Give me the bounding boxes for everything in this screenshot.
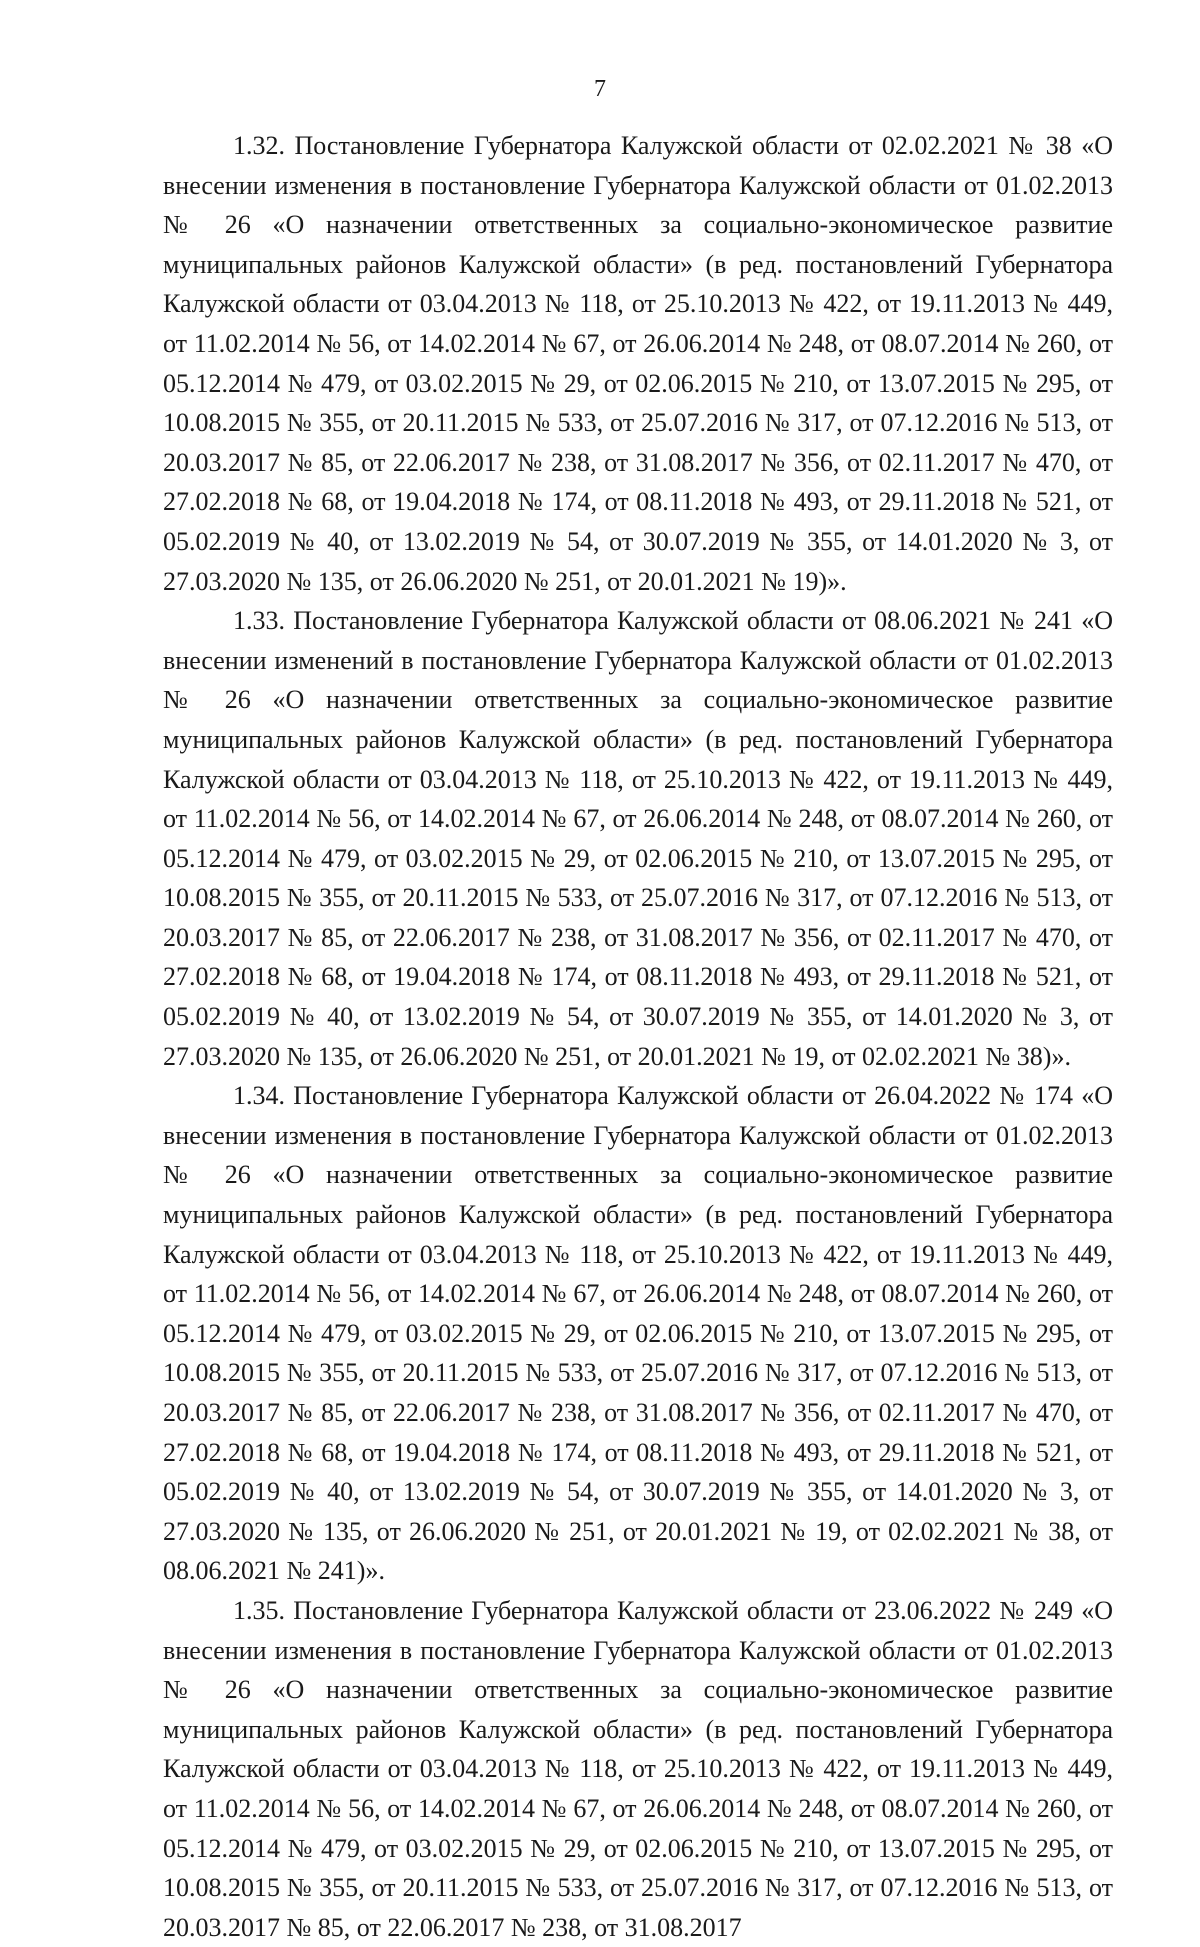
page-number: 7 <box>594 76 606 102</box>
paragraph-1-34: 1.34. Постановление Губернатора Калужской области от 26.04.2022 № 174 «О внесении изменения в постановление Губернатора Калужской области от 01.02.2013 № 26 «О назначении ответственных за социально-экономическое развитие муниципальных районов Калужской области» (в ред. постановлений Губернатора Калужской области от 03.04.2013 № 118, от 25.10.2013 № 422, от 19.11.2013 № 449, от 11.02.2014 № 56, от 14.02.2014 № 67, от 26.06.2014 № 248, от 08.07.2014 № 260, от 05.12.2014 № 479, от 03.02.2015 № 29, от 02.06.2015 № 210, от 13.07.2015 № 295, от 10.08.2015 № 355, от 20.11.2015 № 533, от 25.07.2016 № 317, от 07.12.2016 № 513, от 20.03.2017 № 85, от 22.06.2017 № 238, от 31.08.2017 № 356, от 02.11.2017 № 470, от 27.02.2018 № 68, от 19.04.2018 № 174, от 08.11.2018 № 493, от 29.11.2018 № 521, от 05.02.2019 № 40, от 13.02.2019 № 54, от 30.07.2019 № 355, от 14.01.2020 № 3, от 27.03.2020 № 135, от 26.06.2020 № 251, от 20.01.2021 № 19, от 02.02.2021 № 38, от 08.06.2021 № 241)». <box>163 1081 1113 1586</box>
paragraph-1-32: 1.32. Постановление Губернатора Калужской области от 02.02.2021 № 38 «О внесении изменения в постановление Губернатора Калужской области от 01.02.2013 № 26 «О назначении ответственных за социально-экономическое развитие муниципальных районов Калужской области» (в ред. постановлений Губернатора Калужской области от 03.04.2013 № 118, от 25.10.2013 № 422, от 19.11.2013 № 449, от 11.02.2014 № 56, от 14.02.2014 № 67, от 26.06.2014 № 248, от 08.07.2014 № 260, от 05.12.2014 № 479, от 03.02.2015 № 29, от 02.06.2015 № 210, от 13.07.2015 № 295, от 10.08.2015 № 355, от 20.11.2015 № 533, от 25.07.2016 № 317, от 07.12.2016 № 513, от 20.03.2017 № 85, от 22.06.2017 № 238, от 31.08.2017 № 356, от 02.11.2017 № 470, от 27.02.2018 № 68, от 19.04.2018 № 174, от 08.11.2018 № 493, от 29.11.2018 № 521, от 05.02.2019 № 40, от 13.02.2019 № 54, от 30.07.2019 № 355, от 14.01.2020 № 3, от 27.03.2020 № 135, от 26.06.2020 № 251, от 20.01.2021 № 19)». <box>163 131 1113 596</box>
paragraph-1-35: 1.35. Постановление Губернатора Калужской области от 23.06.2022 № 249 «О внесении изменения в постановление Губернатора Калужской области от 01.02.2013 № 26 «О назначении ответственных за социально-экономическое развитие муниципальных районов Калужской области» (в ред. постановлений Губернатора Калужской области от 03.04.2013 № 118, от 25.10.2013 № 422, от 19.11.2013 № 449, от 11.02.2014 № 56, от 14.02.2014 № 67, от 26.06.2014 № 248, от 08.07.2014 № 260, от 05.12.2014 № 479, от 03.02.2015 № 29, от 02.06.2015 № 210, от 13.07.2015 № 295, от 10.08.2015 № 355, от 20.11.2015 № 533, от 25.07.2016 № 317, от 07.12.2016 № 513, от 20.03.2017 № 85, от 22.06.2017 № 238, от 31.08.2017 <box>163 1595 1113 1942</box>
document-body <box>163 126 1113 1947</box>
paragraph-1-33: 1.33. Постановление Губернатора Калужской области от 08.06.2021 № 241 «О внесении изменений в постановление Губернатора Калужской области от 01.02.2013 № 26 «О назначении ответственных за социально-экономическое развитие муниципальных районов Калужской области» (в ред. постановлений Губернатора Калужской области от 03.04.2013 № 118, от 25.10.2013 № 422, от 19.11.2013 № 449, от 11.02.2014 № 56, от 14.02.2014 № 67, от 26.06.2014 № 248, от 08.07.2014 № 260, от 05.12.2014 № 479, от 03.02.2015 № 29, от 02.06.2015 № 210, от 13.07.2015 № 295, от 10.08.2015 № 355, от 20.11.2015 № 533, от 25.07.2016 № 317, от 07.12.2016 № 513, от 20.03.2017 № 85, от 22.06.2017 № 238, от 31.08.2017 № 356, от 02.11.2017 № 470, от 27.02.2018 № 68, от 19.04.2018 № 174, от 08.11.2018 № 493, от 29.11.2018 № 521, от 05.02.2019 № 40, от 13.02.2019 № 54, от 30.07.2019 № 355, от 14.01.2020 № 3, от 27.03.2020 № 135, от 26.06.2020 № 251, от 20.01.2021 № 19, от 02.02.2021 № 38)». <box>163 606 1113 1071</box>
